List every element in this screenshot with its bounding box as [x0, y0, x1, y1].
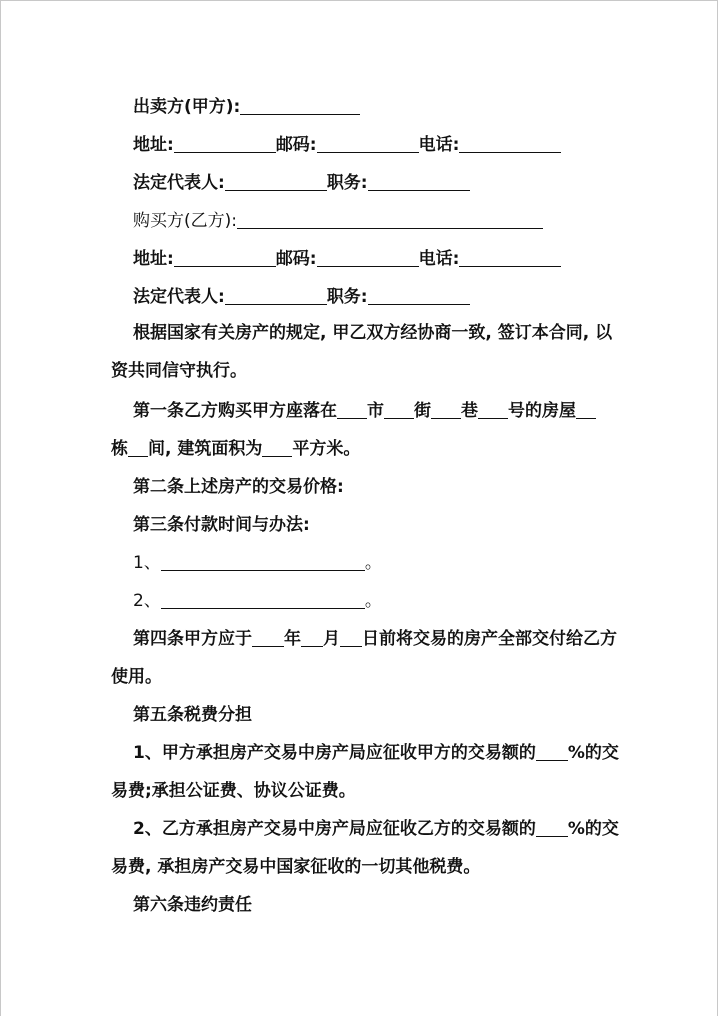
percent-blank [536, 742, 568, 761]
postcode-blank [317, 134, 419, 153]
article4-line2: 使用。 [111, 667, 162, 687]
tax-text: 1、甲方承担房产交易中房产局应征收甲方的交易额的 [133, 743, 536, 763]
lane-label: 巷 [461, 401, 478, 421]
city-label: 市 [367, 401, 384, 421]
phone-blank [459, 134, 561, 153]
building-blank [576, 400, 596, 419]
rep-label: 法定代表人: [133, 173, 225, 193]
buyer-address-line [1, 247, 717, 271]
article1-text: 第一条乙方购买甲方座落在 [133, 401, 337, 421]
buyer-label: 购买方(乙方): [133, 211, 237, 231]
article5-title: 第五条税费分担 [133, 705, 252, 725]
month-blank [301, 628, 323, 647]
phone-label: 电话: [418, 249, 460, 269]
tax-text: 2、乙方承担房产交易中房产局应征收乙方的交易额的 [133, 819, 536, 839]
article3-item1 [1, 551, 717, 575]
item-end: 。 [364, 591, 382, 611]
house-label: 号的房屋 [508, 401, 576, 421]
year-blank [252, 628, 284, 647]
address-blank [174, 248, 276, 267]
item-blank [161, 590, 365, 609]
postcode-label: 邮码: [275, 249, 317, 269]
room-blank [128, 438, 148, 457]
article5-item1-line2: 易费;承担公证费、协议公证费。 [111, 781, 356, 801]
article4-text-end: 日前将交易的房产全部交付给乙方 [362, 629, 617, 649]
preamble-line2: 资共同信守执行。 [111, 361, 247, 381]
article5-item2-line2: 易费, 承担房产交易中国家征收的一切其他税费。 [111, 857, 481, 877]
article3-line: 第三条付款时间与办法: [133, 515, 310, 535]
area-unit: 平方米。 [292, 439, 361, 459]
address-label: 地址: [133, 249, 174, 269]
position-label: 职务: [326, 173, 368, 193]
buyer-rep-line [1, 285, 717, 309]
building-label: 栋 [111, 439, 128, 459]
rep-blank [225, 172, 327, 191]
street-blank [384, 400, 414, 419]
postcode-label: 邮码: [275, 135, 317, 155]
article2-line: 第二条上述房产的交易价格: [133, 477, 344, 497]
percent-blank [536, 818, 568, 837]
rep-blank [225, 286, 327, 305]
article4-text: 第四条甲方应于 [133, 629, 252, 649]
percent-label: %的交 [567, 743, 619, 763]
rep-label: 法定代表人: [133, 287, 225, 307]
article5-item2-line1 [1, 817, 717, 841]
year-label: 年 [284, 629, 301, 649]
address-label: 地址: [133, 135, 174, 155]
seller-rep-line [1, 171, 717, 195]
item-number: 1、 [133, 553, 161, 573]
article1-line2 [1, 437, 717, 461]
seller-line [1, 95, 717, 119]
phone-blank [459, 248, 561, 267]
seller-label: 出卖方(甲方): [133, 97, 241, 117]
address-blank [174, 134, 276, 153]
item-number: 2、 [133, 591, 161, 611]
buyer-blank [237, 210, 543, 229]
area-text: 间, 建筑面积为 [148, 439, 263, 459]
position-blank [368, 286, 470, 305]
seller-blank [240, 96, 360, 115]
number-blank [478, 400, 508, 419]
area-blank [262, 438, 292, 457]
lane-blank [431, 400, 461, 419]
article4-line1 [1, 627, 717, 651]
street-label: 街 [414, 401, 431, 421]
buyer-line [1, 209, 717, 233]
item-end: 。 [364, 553, 382, 573]
postcode-blank [317, 248, 419, 267]
percent-label: %的交 [567, 819, 619, 839]
city-blank [337, 400, 367, 419]
article3-item2 [1, 589, 717, 613]
day-blank [340, 628, 362, 647]
position-blank [368, 172, 470, 191]
phone-label: 电话: [418, 135, 460, 155]
position-label: 职务: [326, 287, 368, 307]
article6-title: 第六条违约责任 [133, 895, 252, 915]
item-blank [161, 552, 365, 571]
seller-address-line [1, 133, 717, 157]
month-label: 月 [323, 629, 340, 649]
preamble-line1: 根据国家有关房产的规定, 甲乙双方经协商一致, 签订本合同, 以 [133, 323, 613, 343]
article5-item1-line1 [1, 741, 717, 765]
article1-line1 [1, 399, 717, 423]
